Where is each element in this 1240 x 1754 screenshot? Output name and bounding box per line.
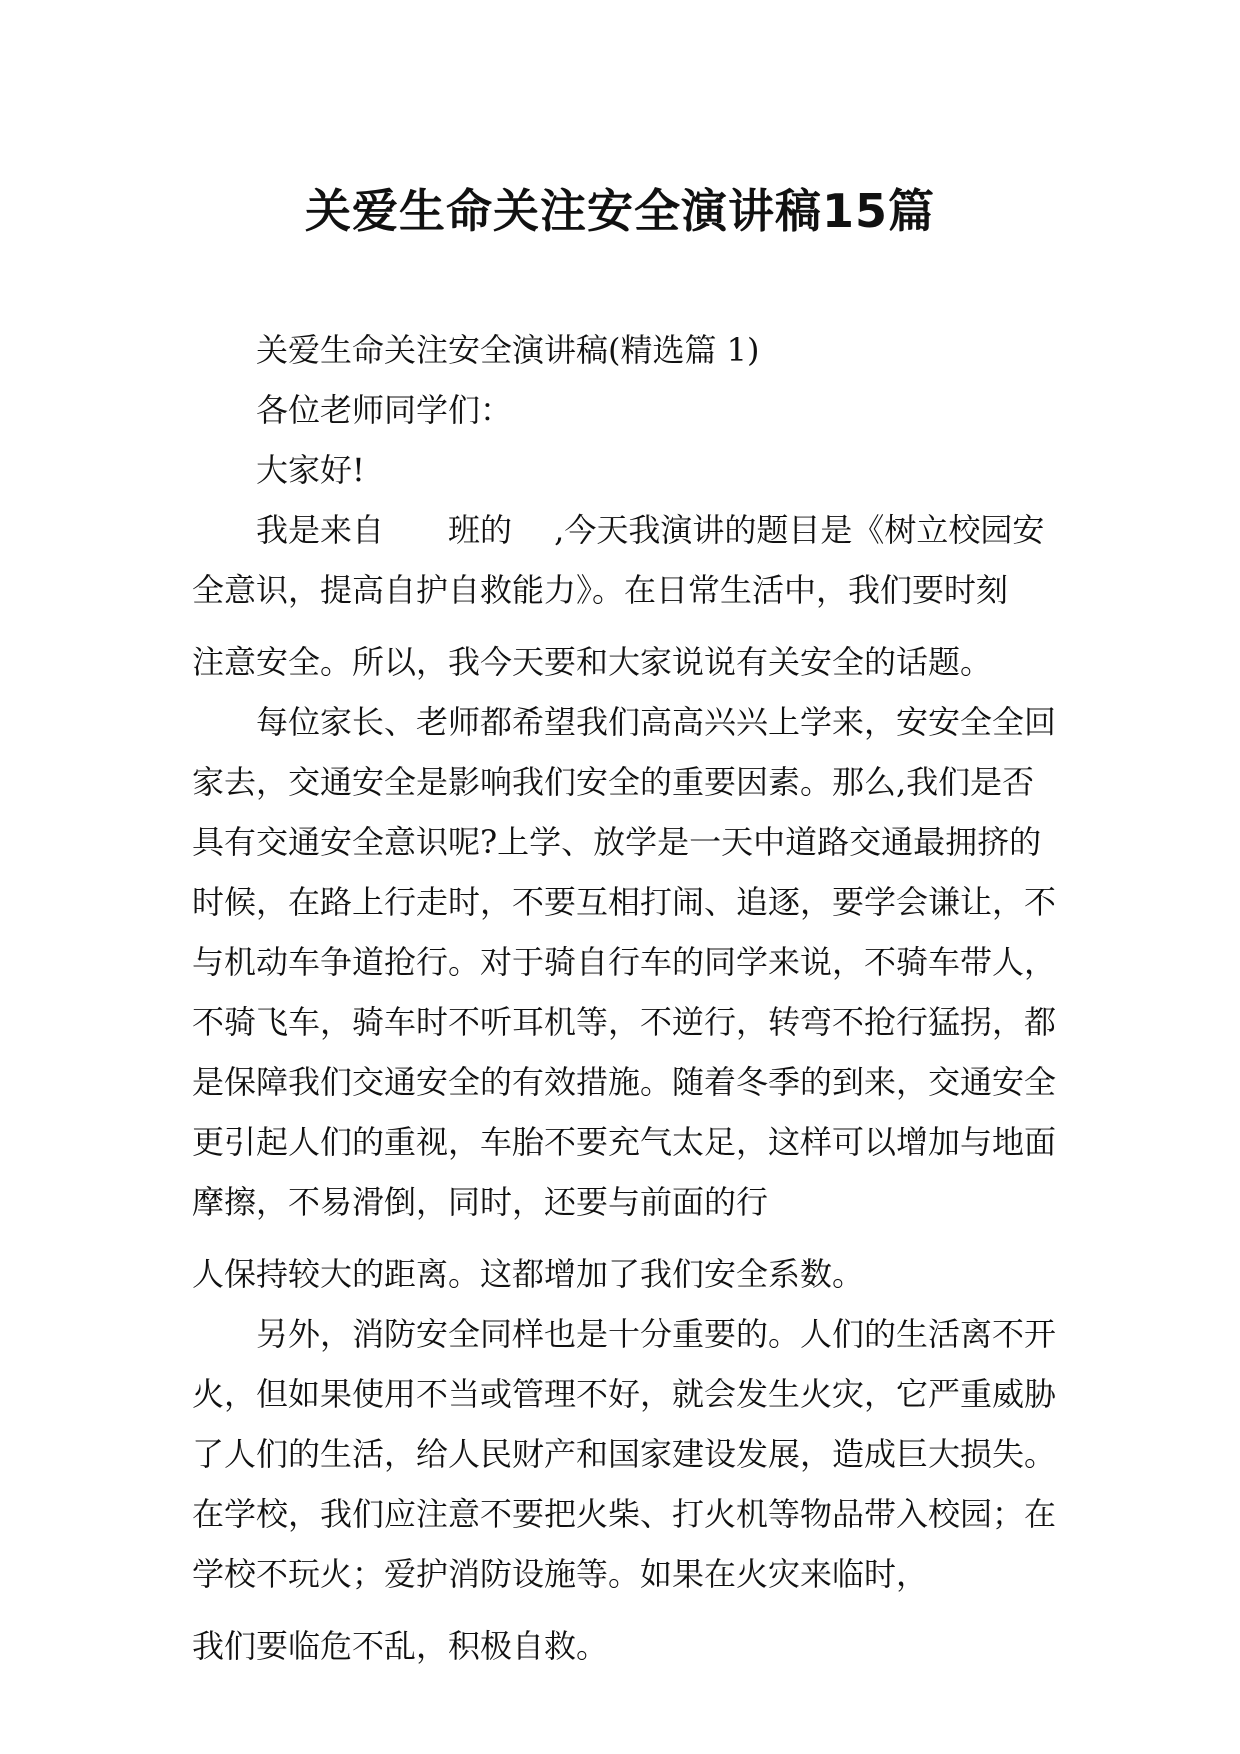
paragraph-salutation: 各位老师同学们：	[256, 391, 513, 429]
document-title: 关爱生命关注安全演讲稿15篇	[304, 183, 935, 238]
paragraph-fire-safety-continued: 我们要临危不乱，积极自救。	[192, 1627, 609, 1665]
document-body	[192, 320, 1077, 1676]
paragraph-greeting: 大家好!	[256, 451, 365, 489]
paragraph-intro-continued: 注意安全。所以，我今天要和大家说说有关安全的话题。	[192, 643, 993, 681]
paragraph-traffic-safety-continued: 人保持较大的距离。这都增加了我们安全系数。	[192, 1255, 865, 1293]
paragraph-heading: 关爱生命关注安全演讲稿(精选篇 1)	[256, 331, 760, 369]
paragraph-fire-safety: 另外，消防安全同样也是十分重要的。人们的生活离不开火，但如果使用不当或管理不好，就会发生火灾，它严重威胁了人们的生活，给人民财产和国家建设发展，造成巨大损失。在学校，我们应注意不要把火柴、打火机等物品带入校园；在学校不玩火；爱护消防设施等。如果在火灾来临时，	[192, 1315, 1057, 1593]
paragraph-traffic-safety: 每位家长、老师都希望我们高高兴兴上学来，安安全全回家去，交通安全是影响我们安全的重要因素。那么,我们是否具有交通安全意识呢?上学、放学是一天中道路交通最拥挤的时候，在路上行走时，不要互相打闹、追逐，要学会谦让，不与机动车争道抢行。对于骑自行车的同学来说，不骑车带人，不骑飞车，骑车时不听耳机等，不逆行，转弯不抢行猛拐，都是保障我们交通安全的有效措施。随着冬季的到来，交通安全更引起人们的重视，车胎不要充气太足，这样可以增加与地面摩擦，不易滑倒，同时，还要与前面的行	[192, 703, 1057, 1221]
paragraph-intro: 我是来自 班的 ,今天我演讲的题目是《树立校园安 全意识，提高自护自救能力》。在日常生活中，我们要时刻	[192, 511, 1077, 609]
